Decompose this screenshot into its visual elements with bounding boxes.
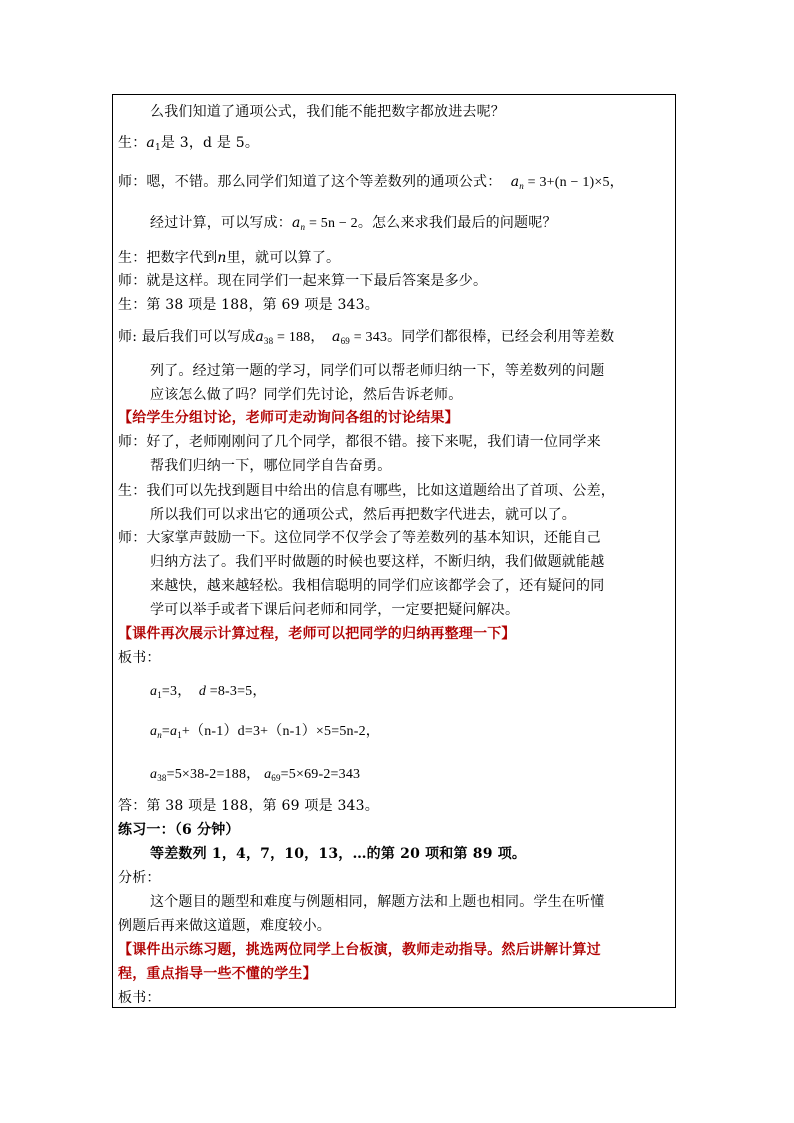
text-line-5: 生：把数字代到n里，就可以算了。 [118, 250, 341, 266]
teaching-note-3-line-2: 程，重点指导一些不懂的学生】 [118, 966, 317, 982]
text-line-12: 师：好了，老师刚刚问了几个同学，都很不错。接下来呢，我们请一位同学来 [118, 434, 601, 450]
text-line-10: 应该怎么做了吗？同学们先讨论，然后告诉老师。 [150, 387, 463, 403]
board-label-2: 板书： [118, 990, 161, 1006]
text-line-18: 来越快，越来越轻松。我相信聪明的同学们应该都学会了，还有疑问的同 [150, 578, 605, 594]
text-line-4: 经过计算，可以写成：$a_n = 5n - 2$。怎么来求我们最后的问题呢？ [150, 215, 557, 232]
text-line-8: 师: 最后我们可以写成$a_{38} = 188$， $a_{69} = 343$。同学们都很棒，已经会利用等差数 [118, 329, 615, 346]
text-line-19: 学可以举手或者下课后问老师和同学，一定要把疑问解决。 [150, 602, 520, 618]
text-line-2: 生：$a_1$是 3，d 是 5。 [118, 135, 260, 153]
text-line-6: 师：就是这样。现在同学们一起来算一下最后答案是多少。 [118, 273, 488, 289]
board-label-1: 板书： [118, 650, 161, 666]
text-line-14: 生：我们可以先找到题目中给出的信息有哪些，比如这道题给出了首项、公差， [118, 483, 615, 499]
exercise-heading: 练习一：（6 分钟） [118, 822, 240, 838]
analysis-line-2: 例题后再来做这道题，难度较小。 [118, 918, 331, 934]
text-line-3: 师：嗯，不错。那么同学们知道了这个等差数列的通项公式： $a_n = 3+(n - 1)\times 5$， [118, 174, 624, 191]
board-line-3: $a_{38}=5\times 38-2=188$， $a_{69}=5\times 69-2=343$ [150, 767, 361, 783]
teaching-note-3-line-1: 【课件出示练习题，挑选两位同学上台板演，教师走动指导。然后讲解计算过 [118, 942, 601, 958]
board-line-1: $a_1=3$， d =8-3=5， [150, 684, 267, 700]
text-line-13: 帮我们归纳一下，哪位同学自告奋勇。 [150, 458, 392, 474]
text-line-1: 么我们知道了通项公式，我们能不能把数字都放进去呢？ [150, 104, 505, 120]
text-line-16: 师：大家掌声鼓励一下。这位同学不仅学会了等差数列的基本知识，还能自己 [118, 530, 601, 546]
analysis-line-1: 这个题目的题型和难度与例题相同，解题方法和上题也相同。学生在听懂 [150, 894, 605, 910]
analysis-label: 分析： [118, 870, 161, 886]
teaching-note-2: 【课件再次展示计算过程，老师可以把同学的归纳再整理一下】 [118, 626, 516, 642]
text-line-15: 所以我们可以求出它的通项公式，然后再把数字代进去，就可以了。 [150, 507, 576, 523]
text-line-7: 生：第 38 项是 188，第 69 项是 343。 [118, 297, 379, 313]
answer-line: 答：第 38 项是 188，第 69 项是 343。 [118, 798, 379, 814]
text-line-17: 归纳方法了。我们平时做题的时候也要这样，不断归纳，我们做题就能越 [150, 554, 605, 570]
teaching-note-1: 【给学生分组讨论，老师可走动询问各组的讨论结果】 [118, 410, 459, 426]
exercise-problem: 等差数列 1，4，7，10，13，…的第 20 项和第 89 项。 [150, 846, 527, 862]
board-line-2: $a_n=a_1+(n-1)d=3+(n-1)\times 5=5n-2$， [150, 724, 380, 740]
text-line-9: 列了。经过第一题的学习，同学们可以帮老师归纳一下，等差数列的问题 [150, 363, 605, 379]
